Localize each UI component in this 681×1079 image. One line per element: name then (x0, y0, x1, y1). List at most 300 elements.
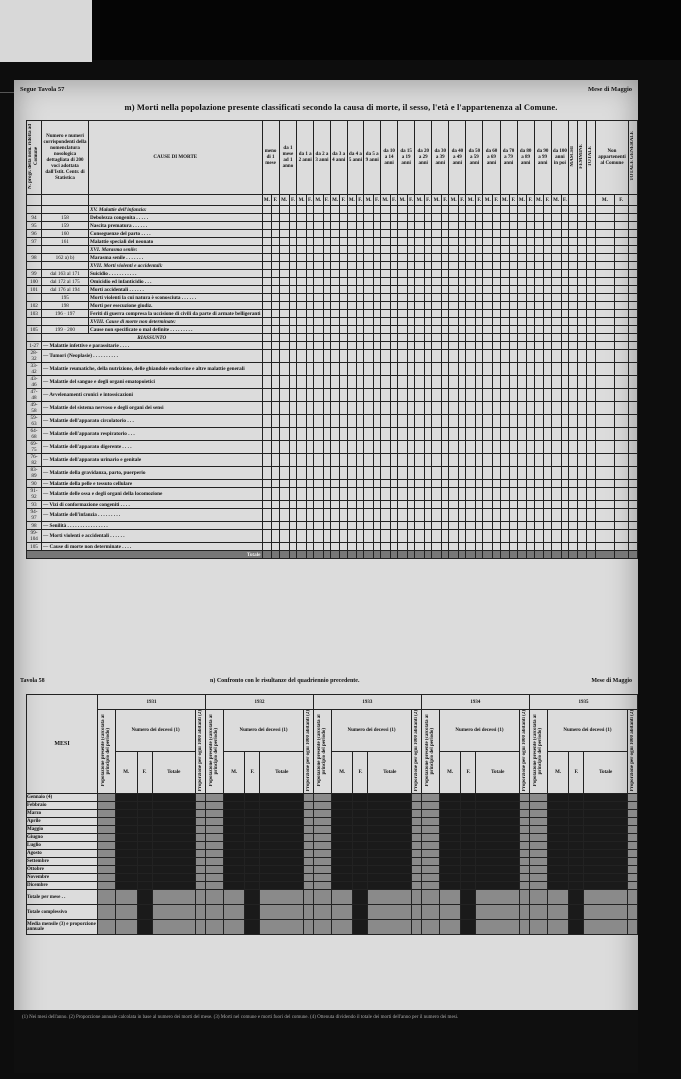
data-cell (527, 334, 534, 342)
data-cell (421, 920, 439, 935)
data-cell (578, 530, 587, 543)
summary-n: 76-82 (27, 454, 42, 467)
data-cell (561, 415, 569, 428)
data-cell (449, 214, 459, 222)
data-cell (476, 818, 520, 826)
data-cell (500, 326, 510, 334)
data-cell (262, 342, 272, 350)
data-cell (330, 342, 340, 350)
data-cell (98, 905, 116, 920)
data-cell (466, 389, 476, 402)
data-cell (289, 222, 297, 230)
data-cell (330, 246, 340, 254)
data-cell (297, 350, 307, 363)
data-cell (152, 810, 196, 818)
data-cell (407, 441, 414, 454)
data-cell (587, 428, 596, 441)
data-cell (314, 318, 324, 326)
data-cell (544, 246, 551, 254)
data-cell (353, 920, 368, 935)
data-cell (527, 376, 534, 389)
data-cell (544, 206, 551, 214)
data-cell (432, 488, 442, 501)
data-cell (398, 488, 408, 501)
data-cell (517, 342, 527, 350)
data-cell (297, 254, 307, 262)
data-cell (279, 278, 289, 286)
data-cell (272, 334, 279, 342)
data-cell (340, 350, 347, 363)
data-cell (289, 402, 297, 415)
data-cell (614, 254, 628, 262)
data-cell (364, 342, 374, 350)
data-cell (614, 310, 628, 318)
data-cell (466, 488, 476, 501)
data-cell (424, 238, 431, 246)
data-cell (340, 467, 347, 480)
data-cell (272, 246, 279, 254)
data-cell (517, 270, 527, 278)
data-cell (137, 826, 152, 834)
data-cell (561, 310, 569, 318)
data-cell (279, 509, 289, 522)
data-cell (368, 858, 412, 866)
data-cell (137, 866, 152, 874)
rate-label: Proporzione per ogni 1000 abitanti (2) (198, 710, 204, 792)
data-cell (415, 334, 425, 342)
data-cell (432, 214, 442, 222)
data-cell (534, 302, 544, 310)
data-cell (347, 326, 357, 334)
summary-row (27, 389, 638, 402)
data-cell (529, 834, 547, 842)
data-cell (517, 326, 527, 334)
data-cell (331, 818, 353, 826)
data-cell (569, 246, 578, 254)
data-cell (381, 214, 391, 222)
summary-cause: — Malattie del sistema nervoso e degli organi dei sensi (42, 402, 263, 415)
data-cell (628, 543, 637, 551)
data-cell (441, 509, 448, 522)
data-cell (483, 326, 493, 334)
mf-label: F. (493, 195, 500, 206)
data-cell (368, 802, 412, 810)
data-cell (466, 551, 476, 559)
data-cell (313, 826, 331, 834)
data-cell (373, 522, 380, 530)
data-cell (390, 454, 397, 467)
data-cell (534, 294, 544, 302)
col-age: da 60 a 69 anni (483, 121, 500, 195)
data-cell (289, 350, 297, 363)
data-cell (432, 238, 442, 246)
data-cell (517, 310, 527, 318)
data-cell (415, 350, 425, 363)
data-cell (347, 230, 357, 238)
data-cell (466, 270, 476, 278)
data-cell (289, 334, 297, 342)
data-cell (449, 441, 459, 454)
month-label: Gennaio (4) (27, 794, 98, 802)
section-ref (42, 246, 89, 254)
data-cell (534, 467, 544, 480)
data-cell (323, 278, 330, 286)
data-cell (381, 230, 391, 238)
data-cell (390, 262, 397, 270)
data-cell (551, 310, 561, 318)
data-cell (500, 488, 510, 501)
data-cell (152, 842, 196, 850)
data-cell (628, 488, 637, 501)
data-cell (407, 278, 414, 286)
data-cell (628, 551, 637, 559)
summary-row (27, 467, 638, 480)
data-cell (272, 342, 279, 350)
data-cell (587, 238, 596, 246)
data-cell (527, 342, 534, 350)
data-cell (115, 826, 137, 834)
data-cell (398, 278, 408, 286)
data-cell (323, 214, 330, 222)
data-cell (534, 238, 544, 246)
data-cell (569, 286, 578, 294)
data-cell (578, 441, 587, 454)
data-cell (493, 302, 500, 310)
pop-label: Popolazione presente (calcolata al principio del periodo) (101, 714, 112, 787)
data-cell (323, 318, 330, 326)
data-cell (373, 509, 380, 522)
data-cell (368, 850, 412, 858)
data-cell (279, 246, 289, 254)
data-cell (398, 415, 408, 428)
mf-label: M. (596, 195, 615, 206)
data-cell (527, 454, 534, 467)
data-cell (483, 286, 493, 294)
col-age: da 30 a 39 anni (432, 121, 449, 195)
data-cell (527, 428, 534, 441)
data-cell (510, 376, 517, 389)
data-cell (510, 206, 517, 214)
data-cell (373, 376, 380, 389)
data-cell (223, 858, 245, 866)
data-cell (596, 246, 615, 254)
data-cell (364, 501, 374, 509)
data-cell (152, 826, 196, 834)
data-cell (205, 874, 223, 882)
data-cell (466, 326, 476, 334)
data-cell (578, 522, 587, 530)
data-cell (534, 334, 544, 342)
data-cell (458, 294, 465, 302)
mf-label: M. (517, 195, 527, 206)
summary-cause: — Malattie della pelle e tessuto cellulare (42, 480, 263, 488)
data-cell (398, 206, 408, 214)
data-cell (424, 522, 431, 530)
data-cell (458, 376, 465, 389)
data-cell (628, 480, 637, 488)
data-cell (517, 222, 527, 230)
data-cell (412, 834, 422, 842)
mf-label: M. (381, 195, 391, 206)
data-cell (561, 286, 569, 294)
data-cell (340, 206, 347, 214)
data-cell (432, 230, 442, 238)
data-cell (289, 254, 297, 262)
data-cell (614, 230, 628, 238)
data-cell (152, 874, 196, 882)
data-cell (306, 262, 313, 270)
data-cell (314, 262, 324, 270)
data-cell (412, 874, 422, 882)
data-cell (544, 543, 551, 551)
data-cell (432, 246, 442, 254)
data-cell (390, 376, 397, 389)
table1-title: m) Morti nella popolazione presente classificati secondo la causa di morte, il sesso, l'età e l'appartenenza al Comune. (124, 102, 558, 112)
data-cell (432, 363, 442, 376)
data-cell (306, 278, 313, 286)
data-cell (364, 350, 374, 363)
data-cell (578, 480, 587, 488)
data-cell (476, 454, 483, 467)
data-cell (500, 278, 510, 286)
data-cell (614, 454, 628, 467)
data-cell (458, 334, 465, 342)
data-cell (628, 254, 637, 262)
data-cell (614, 551, 628, 559)
data-cell (364, 238, 374, 246)
data-cell (289, 522, 297, 530)
data-cell (534, 389, 544, 402)
data-cell (314, 522, 324, 530)
data-cell (279, 238, 289, 246)
data-cell (466, 262, 476, 270)
data-cell (561, 206, 569, 214)
data-cell (483, 214, 493, 222)
data-cell (461, 874, 476, 882)
data-cell (340, 501, 347, 509)
rate-label: Proporzione per ogni 1000 abitanti (2) (306, 710, 312, 792)
col-femmine: FEMMINE (579, 143, 585, 169)
data-cell (476, 834, 520, 842)
data-cell (544, 238, 551, 246)
data-cell (466, 318, 476, 326)
data-cell (614, 342, 628, 350)
data-cell (390, 501, 397, 509)
data-cell (415, 230, 425, 238)
data-cell (424, 509, 431, 522)
data-cell (587, 530, 596, 543)
data-cell (510, 402, 517, 415)
data-cell (483, 278, 493, 286)
data-cell (476, 866, 520, 874)
data-cell (289, 501, 297, 509)
data-cell (527, 551, 534, 559)
data-cell (493, 363, 500, 376)
data-cell (544, 501, 551, 509)
data-cell (381, 402, 391, 415)
summary-n: 94-97 (27, 509, 42, 522)
data-cell (398, 302, 408, 310)
data-cell (561, 238, 569, 246)
data-cell (323, 310, 330, 318)
data-cell (544, 222, 551, 230)
data-cell (449, 334, 459, 342)
data-cell (373, 428, 380, 441)
data-cell (279, 363, 289, 376)
data-cell (407, 530, 414, 543)
col-seq: N. progr. della nom. ridotta ad Comune (28, 123, 39, 189)
data-cell (561, 363, 569, 376)
data-cell (493, 467, 500, 480)
data-cell (421, 874, 439, 882)
data-cell (205, 850, 223, 858)
data-cell (614, 286, 628, 294)
data-cell (578, 270, 587, 278)
data-cell (449, 238, 459, 246)
data-cell (340, 318, 347, 326)
data-cell (289, 376, 297, 389)
data-cell (449, 480, 459, 488)
data-cell (347, 415, 357, 428)
data-cell (364, 441, 374, 454)
data-cell (439, 858, 461, 866)
month-row (27, 842, 638, 850)
data-cell (357, 254, 364, 262)
month-row (27, 826, 638, 834)
data-cell (137, 802, 152, 810)
data-cell (544, 286, 551, 294)
mf-blank (42, 195, 89, 206)
data-cell (340, 230, 347, 238)
data-cell (373, 310, 380, 318)
data-cell (628, 467, 637, 480)
data-cell (412, 802, 422, 810)
row-ref: 160 (42, 230, 89, 238)
rate-header (628, 710, 638, 794)
data-cell (483, 543, 493, 551)
data-cell (289, 454, 297, 467)
data-cell (476, 286, 483, 294)
data-cell (510, 230, 517, 238)
data-cell (314, 428, 324, 441)
data-cell (544, 454, 551, 467)
data-cell (412, 882, 422, 890)
data-cell (476, 874, 520, 882)
data-cell (424, 428, 431, 441)
data-cell (347, 238, 357, 246)
data-cell (466, 428, 476, 441)
data-cell (534, 230, 544, 238)
data-cell (461, 810, 476, 818)
data-cell (205, 890, 223, 905)
data-cell (421, 826, 439, 834)
mf-label: F. (289, 195, 297, 206)
data-cell (596, 522, 615, 530)
data-cell (297, 363, 307, 376)
data-cell (483, 318, 493, 326)
data-cell (517, 376, 527, 389)
data-cell (364, 530, 374, 543)
summary-row (27, 363, 638, 376)
data-cell (390, 230, 397, 238)
data-cell (596, 467, 615, 480)
data-cell (458, 246, 465, 254)
data-cell (223, 826, 245, 834)
data-cell (520, 874, 530, 882)
data-cell (205, 794, 223, 802)
data-cell (373, 270, 380, 278)
data-cell (493, 206, 500, 214)
row-cause: Morti violenti la cui natura è sconosciuta . . . . . . (89, 294, 263, 302)
data-cell (289, 415, 297, 428)
section-title: XV. Malattie dell'infanzia: (89, 206, 263, 214)
data-cell (297, 214, 307, 222)
data-cell (313, 818, 331, 826)
data-cell (449, 530, 459, 543)
data-cell (561, 441, 569, 454)
data-cell (353, 818, 368, 826)
data-cell (279, 270, 289, 278)
data-cell (347, 342, 357, 350)
data-cell (373, 467, 380, 480)
data-cell (527, 509, 534, 522)
mf-label: F. (373, 195, 380, 206)
sub-row (27, 710, 638, 752)
data-cell (544, 389, 551, 402)
data-cell (314, 488, 324, 501)
data-cell (390, 246, 397, 254)
data-cell (614, 270, 628, 278)
data-cell (449, 350, 459, 363)
data-cell (449, 262, 459, 270)
section-header (27, 246, 638, 254)
data-cell (115, 834, 137, 842)
data-cell (353, 890, 368, 905)
data-cell (289, 488, 297, 501)
data-cell (297, 543, 307, 551)
data-cell (279, 415, 289, 428)
data-cell (415, 428, 425, 441)
section-ref (42, 206, 89, 214)
summary-cause: — Malattie dell'apparato urinario e genitale (42, 454, 263, 467)
data-cell (569, 858, 584, 866)
data-cell (500, 389, 510, 402)
data-cell (98, 794, 116, 802)
data-cell (517, 238, 527, 246)
data-cell (398, 389, 408, 402)
data-cell (517, 363, 527, 376)
data-cell (424, 376, 431, 389)
data-cell (313, 866, 331, 874)
data-cell (527, 214, 534, 222)
data-cell (289, 342, 297, 350)
data-cell (415, 454, 425, 467)
data-cell (353, 850, 368, 858)
data-cell (272, 318, 279, 326)
data-cell (152, 834, 196, 842)
data-cell (544, 326, 551, 334)
data-cell (534, 254, 544, 262)
mf-label: M. (314, 195, 324, 206)
data-cell (449, 206, 459, 214)
data-cell (331, 794, 353, 802)
data-cell (476, 302, 483, 310)
data-cell (561, 246, 569, 254)
data-cell (398, 342, 408, 350)
data-cell (483, 402, 493, 415)
data-cell (262, 415, 272, 428)
data-cell (353, 834, 368, 842)
